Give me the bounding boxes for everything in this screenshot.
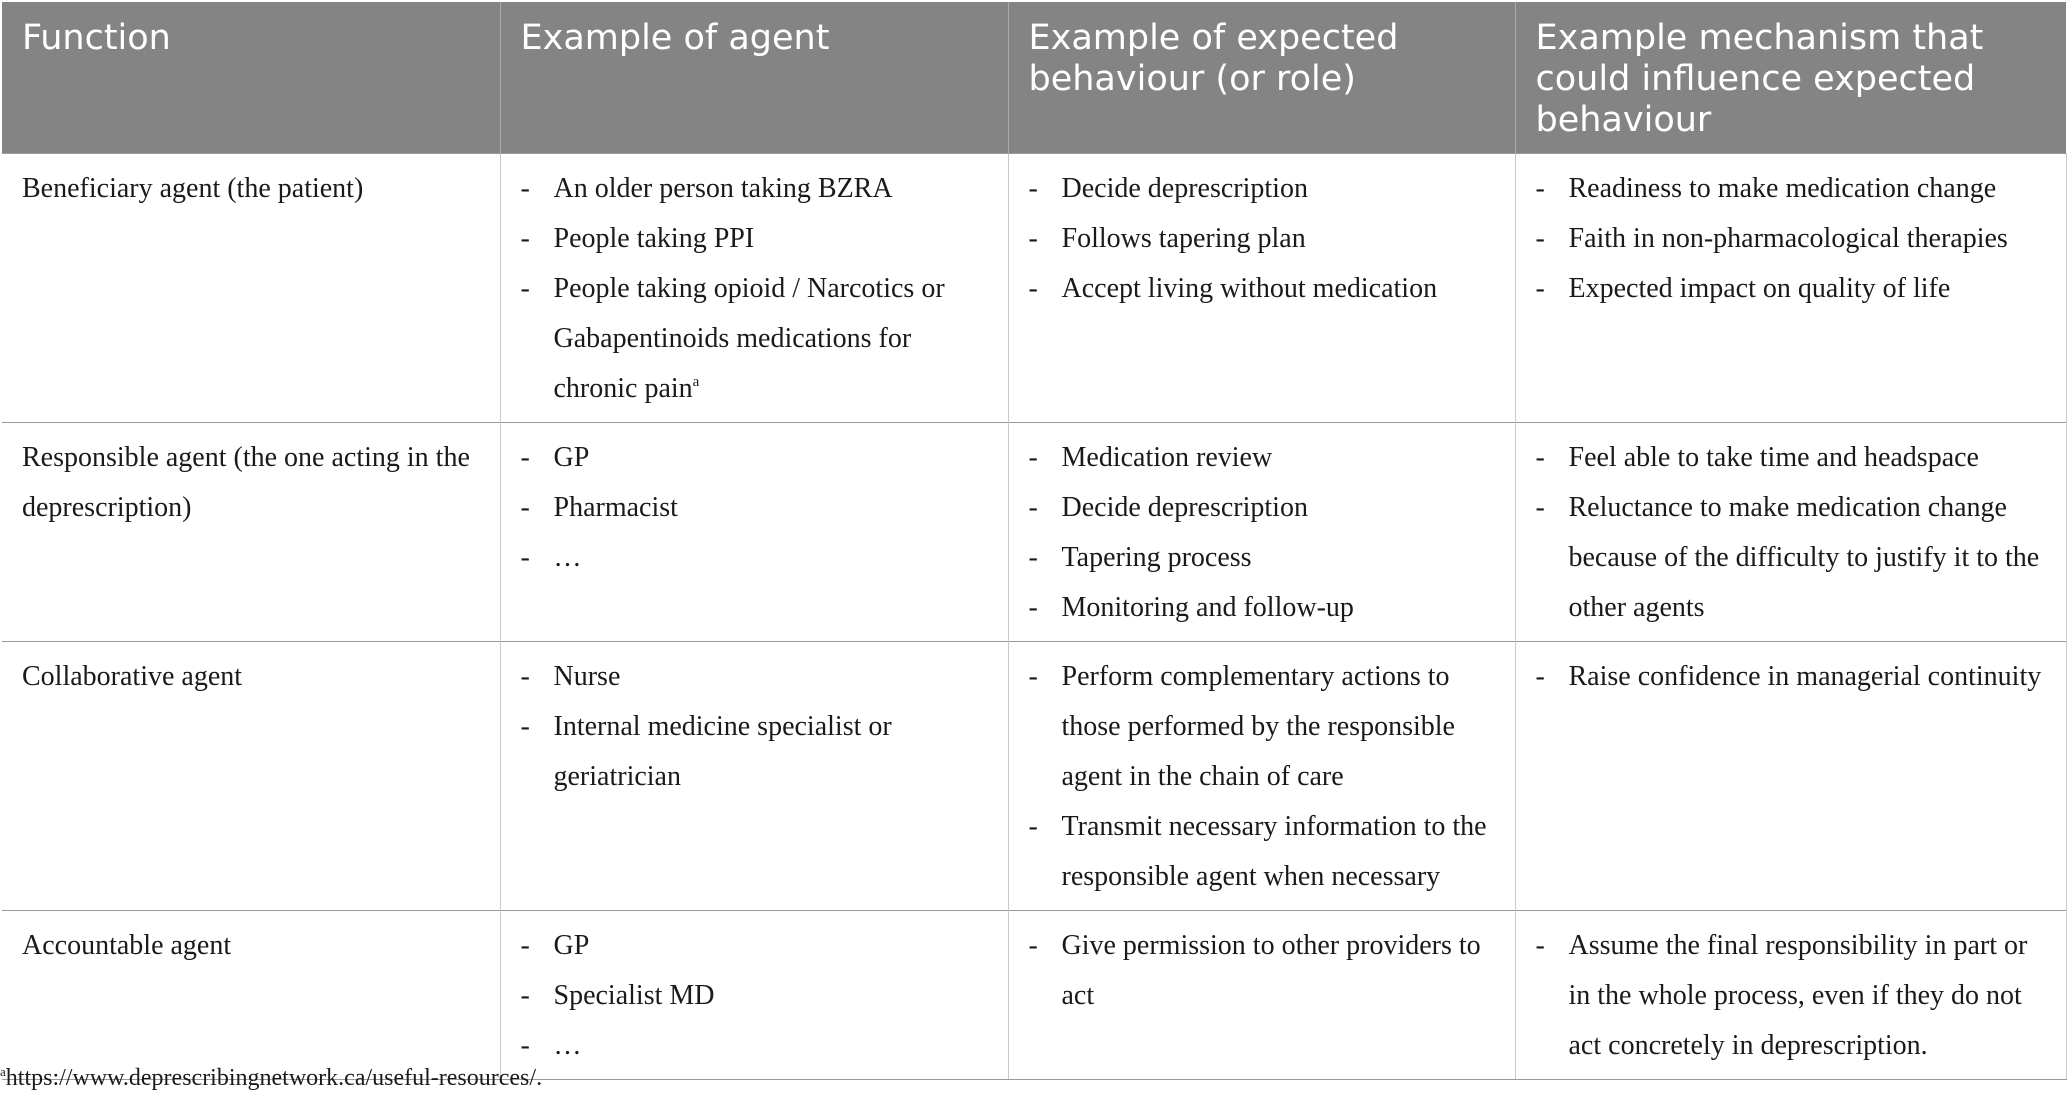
list-item: - An older person taking BZRA [521, 164, 988, 214]
list-item: - Nurse [521, 652, 988, 702]
behaviours-list [1029, 652, 1495, 902]
cell-mechanisms [1515, 911, 2066, 1080]
cell-agents [500, 423, 1008, 642]
cell-function: Responsible agent (the one acting in the deprescription) [2, 423, 500, 642]
table-row [2, 423, 2066, 642]
agents-table [2, 2, 2067, 1080]
list-item: - Internal medicine specialist or geriatrician [521, 702, 988, 802]
list-item: - Give permission to other providers to act [1029, 921, 1495, 1021]
list-item: - Decide deprescription [1029, 164, 1495, 214]
list-item: - Decide deprescription [1029, 483, 1495, 533]
cell-agents [500, 911, 1008, 1080]
mechanisms-list [1536, 164, 2046, 314]
table-body [2, 154, 2066, 1080]
cell-mechanisms [1515, 154, 2066, 423]
agents-list [521, 433, 988, 583]
list-item: - GP [521, 433, 988, 483]
cell-mechanisms [1515, 642, 2066, 911]
list-item: - Pharmacist [521, 483, 988, 533]
list-item: - Monitoring and follow-up [1029, 583, 1495, 633]
list-item: - Transmit necessary information to the responsible agent when necessary [1029, 802, 1495, 902]
list-item: - Assume the final responsibility in part or in the whole process, even if they do not act concretely in deprescription. [1536, 921, 2046, 1071]
list-item: - Feel able to take time and headspace [1536, 433, 2046, 483]
list-item: - Raise confidence in managerial continuity [1536, 652, 2046, 702]
behaviours-list [1029, 164, 1495, 314]
table-row [2, 154, 2066, 423]
list-item-text: People taking opioid / Narcotics or Gabapentinoids medications for chronic pain [553, 273, 945, 404]
list-item: - Faith in non-pharmacological therapies [1536, 214, 2046, 264]
list-item: - Accept living without medication [1029, 264, 1495, 314]
cell-behaviours [1008, 911, 1515, 1080]
list-item: - Perform complementary actions to those performed by the responsible agent in the chain of care [1029, 652, 1495, 802]
header-mechanism: Example mechanism that could influence expected behaviour [1515, 2, 2066, 154]
list-item: - Expected impact on quality of life [1536, 264, 2046, 314]
cell-behaviours [1008, 642, 1515, 911]
cell-behaviours [1008, 154, 1515, 423]
table-row [2, 911, 2066, 1080]
list-item: - GP [521, 921, 988, 971]
footnote-marker: a [692, 374, 700, 390]
footnote-marker: a [0, 1064, 6, 1079]
header-example-agent: Example of agent [500, 2, 1008, 154]
cell-function: Collaborative agent [2, 642, 500, 911]
table-header [2, 2, 2066, 154]
behaviours-list [1029, 921, 1495, 1021]
list-item: - Follows tapering plan [1029, 214, 1495, 264]
list-item: - Readiness to make medication change [1536, 164, 2046, 214]
list-item: - People taking PPI [521, 214, 988, 264]
list-item: - Medication review [1029, 433, 1495, 483]
list-item: - Reluctance to make medication change because of the difficulty to justify it to the other agents [1536, 483, 2046, 633]
agents-list [521, 652, 988, 802]
cell-agents [500, 642, 1008, 911]
footnote-link-text: https://www.deprescribingnetwork.ca/useful-resources/. [5, 1065, 543, 1091]
list-item [521, 264, 988, 414]
list-item: - Specialist MD [521, 971, 988, 1021]
list-item: - … [521, 533, 988, 583]
table-row [2, 642, 2066, 911]
header-expected-behaviour: Example of expected behaviour (or role) [1008, 2, 1515, 154]
mechanisms-list [1536, 652, 2046, 702]
agents-list [521, 921, 988, 1071]
cell-agents [500, 154, 1008, 423]
header-function: Function [2, 2, 500, 154]
agents-list [521, 164, 988, 414]
behaviours-list [1029, 433, 1495, 633]
cell-function: Accountable agent [2, 911, 500, 1080]
list-item: - Tapering process [1029, 533, 1495, 583]
cell-mechanisms [1515, 423, 2066, 642]
cell-behaviours [1008, 423, 1515, 642]
header-row [2, 2, 2066, 154]
agents-table-container [2, 2, 2066, 1080]
table-footnote [0, 1062, 542, 1094]
list-item: - … [521, 1021, 988, 1071]
mechanisms-list [1536, 433, 2046, 633]
mechanisms-list [1536, 921, 2046, 1071]
cell-function: Beneficiary agent (the patient) [2, 154, 500, 423]
